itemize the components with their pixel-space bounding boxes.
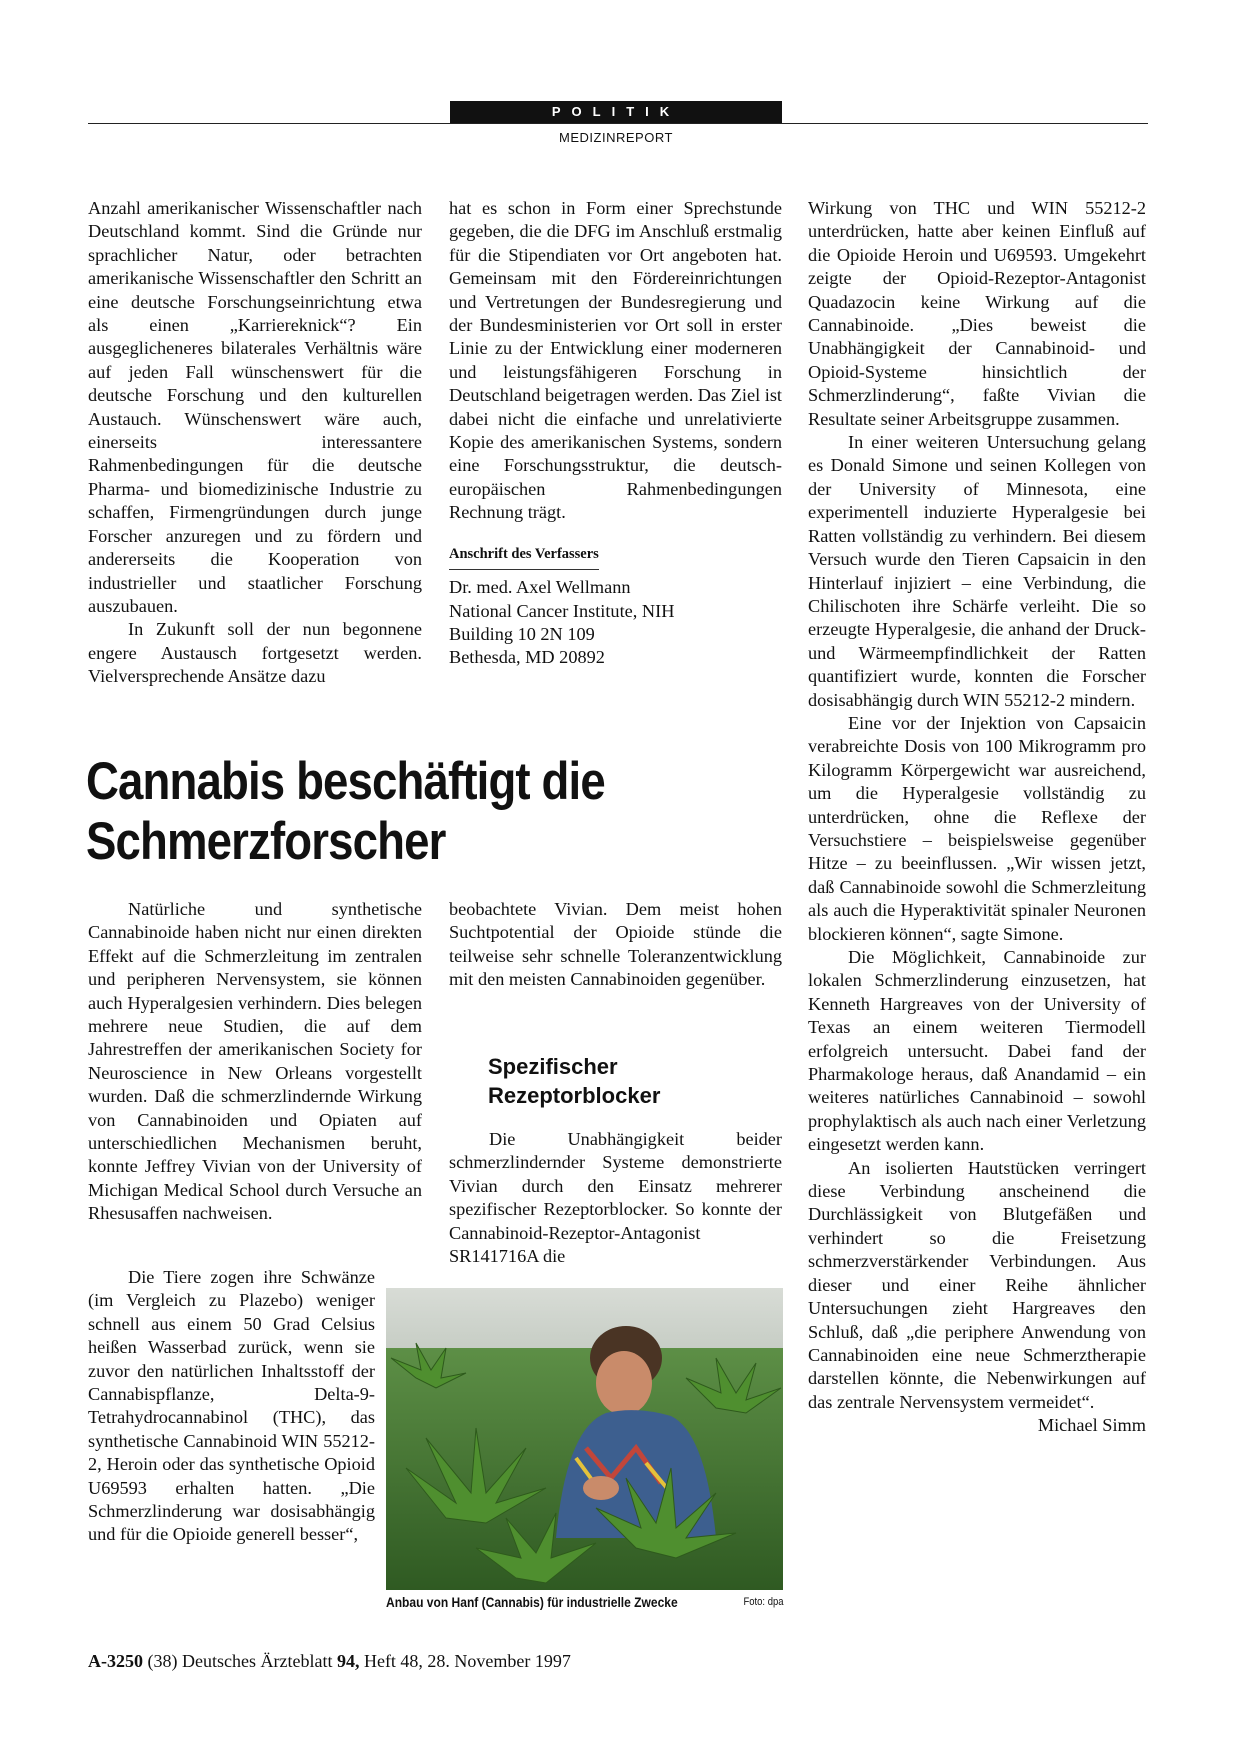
author-signature: Michael Simm — [1037, 1415, 1146, 1436]
article-column-2 — [449, 898, 782, 992]
journal-name: Deutsches Ärzteblatt — [182, 1651, 333, 1671]
issue-date: Heft 48, 28. November 1997 — [363, 1651, 571, 1671]
article-column-1-narrow — [88, 1266, 375, 1545]
paragraph: hat es schon in Form einer Sprechstunde gegeben, die die DFG im Anschluß erstmalig für die Stipendiaten vor Ort angeboten hat. Gemeinsam mit den Fördereinrichtungen und Vertretungen der Bundesregierung und der Bundesministerien vor Ort soll in erster Linie zu der Entwicklung einer moderneren und leistungsfähigeren Forschung in Deutschland beigetragen werden. Das Ziel ist dabei nicht die einfache und unrelativierte Kopie des amerikanischen Systems, sondern eine Forschungsstruktur, die deutsch-europäischen Rahmenbedingungen Rechnung trägt. — [449, 198, 783, 523]
volume-number: 94, — [336, 1651, 360, 1671]
article-column-3 — [808, 197, 1146, 1438]
address-line: Dr. med. Axel Wellmann — [449, 577, 631, 598]
address-line: National Cancer Institute, NIH — [449, 600, 675, 621]
paragraph: Die Möglichkeit, Cannabinoide zur lokalen Schmerzlinderung einzusetzen, hat Kenneth Hargreaves von der University of Texas an einem weiteren Tiermodell erfolgreich untersucht. Dabei fand der Pharmakologe heraus, daß Anandamid – ein weiteres natürliches Cannabinoid – sowohl prophylaktisch als auch nach einer Verletzung eingesetzt werden kann. — [808, 947, 1146, 1155]
address-line: Building 10 2N 109 — [449, 623, 595, 644]
paragraph: Natürliche und synthetische Cannabinoide haben nicht nur einen direkten Effekt auf die Schmerzleitung im zentralen und peripheren Nervensystem, sie können auch Hyperalgesien verhindern. Dies belegen mehrere neue Studien, die auf dem Jahrestreffen der amerikanischen Society for Neuroscience in New Orleans vorgestellt wurden. Daß die schmerzlindernde Wirkung von Cannabinoiden und Opiaten auf unterschiedlichen Mechanismen beruht, konnte Jeffrey Vivian von der University of Michigan Medical School durch Versuche an Rhesusaffen nachweisen. — [88, 899, 422, 1224]
paragraph: Wirkung von THC und WIN 55212-2 unterdrücken, hatte aber keinen Einfluß auf die Opioide Heroin und U69593. Umgekehrt zeigte der Opioid-Rezeptor-Antagonist Quadazocin keine Wirkung auf die Cannabinoide. „Dies beweist die Unabhängigkeit der Cannabinoid- und Opioid-Systeme hinsichtlich der Schmerzlinderung“, faßte Vivian die Resultate seiner Arbeitsgruppe zusammen. — [808, 198, 1146, 429]
article-subheading — [488, 1052, 778, 1110]
address-heading: Anschrift des Verfassers — [449, 543, 599, 570]
photo-credit: Foto: dpa — [743, 1596, 783, 1608]
article-headline — [86, 752, 688, 872]
subheading-line: Rezeptorblocker — [488, 1083, 661, 1108]
prev-article-column-1 — [88, 197, 422, 689]
section-label: POLITIK — [450, 101, 782, 123]
paragraph — [808, 1157, 1146, 1436]
paragraph: Eine vor der Injektion von Capsaicin verabreichte Dosis von 100 Mikrogramm pro Kilogramm Körpergewicht war ausreichend, um die Hyperalgesie vollständig zu unterdrücken, ohne die Reflexe der Versuchstiere – beispielsweise gegenüber Hitze – zu beeinflussen. „Wir wissen jetzt, daß Cannabinoide sowohl die Schmerzleitung als auch die Hyperaktivität spinaler Neuronen blockieren können“, sagte Simone. — [808, 712, 1146, 944]
article-column-1 — [88, 898, 422, 1226]
cannabis-field-photo — [386, 1288, 783, 1590]
paragraph: Die Unabhängigkeit beider schmerzlindernder Systeme demonstrierte Vivian durch den Einsatz mehrerer spezifischer Rezeptorblocker. So konnte der Cannabinoid-Rezeptor-Antagonist SR141716A die — [449, 1129, 782, 1267]
photo-caption — [386, 1594, 783, 1612]
paragraph: In Zukunft soll der nun begonnene engere Austausch fortgesetzt werden. Vielversprechende Ansätze dazu — [88, 619, 422, 687]
author-address — [449, 525, 782, 670]
headline-line: Schmerzforscher — [86, 812, 446, 871]
paragraph-text: An isolierten Hautstücken verringert diese Verbindung anscheinend die Durchlässigkeit von Blutgefäßen und verhindert so die Freisetzung schmerzverstärkender Verbindungen. Aus dieser und einer Reihe ähnlicher Untersuchungen zieht Hargreaves den Schluß, daß „die periphere Anwendung von Cannabinoiden eine neue Schmerztherapie darstellen könnte, die Nebenwirkungen auf das zentrale Nervensystem vermeidet“. — [808, 1157, 1146, 1412]
subsection-label: MEDIZINREPORT — [559, 130, 673, 145]
paragraph: In einer weiteren Untersuchung gelang es Donald Simone und seinen Kollegen von der University of Minnesota, eine experimentell induzierte Hyperalgesie bei Ratten vollständig zu verhindern. Bei diesem Versuch wurde den Tieren Capsaicin in den Hinterlauf injiziert – eine Verbindung, die Chilischoten ihre Schärfe verleiht. Die so erzeugte Hyperalgesie, die anhand der Druck- und Wärmeempfindlichkeit der Ratten quantifiziert wurde, konnten die Forscher dosisabhängig durch WIN 55212-2 mindern. — [808, 432, 1146, 710]
headline-line: Cannabis beschäftigt die — [86, 752, 605, 811]
paragraph: beobachtete Vivian. Dem meist hohen Suchtpotential der Opioide stünde die teilweise sehr schnelle Toleranzentwicklung mit den meisten Cannabinoiden gegenüber. — [449, 899, 782, 990]
article-column-2-lower — [449, 1128, 782, 1268]
page-local-number: (38) — [147, 1651, 178, 1671]
paragraph: Anzahl amerikanischer Wissenschaftler nach Deutschland kommt. Sind die Gründe nur sprachlicher Natur, oder betrachten amerikanische Wissenschaftler den Schritt an eine deutsche Forschungseinrichtung etwa als einen „Karriereknick“? Ein ausgeglicheneres bilaterales Verhältnis wäre auf jeden Fall wünschenswert für die deutsche Forschung und den kulturellen Austauch. Wünschenswert wäre auch, einerseits interessantere Rahmenbedingungen für die deutsche Pharma- und biomedizinische Industrie zu schaffen, Firmengründungen durch junge Forscher anzuregen und zu fördern und andererseits die Kooperation von industrieller und staatlicher Forschung auszubauen. — [88, 198, 422, 616]
page-number: A-3250 — [88, 1651, 143, 1671]
subheading-line: Spezifischer — [488, 1054, 618, 1079]
address-line: Bethesda, MD 20892 — [449, 647, 605, 668]
header-rule — [88, 123, 1148, 124]
page-footer — [88, 1651, 571, 1672]
prev-article-column-2 — [449, 197, 782, 670]
caption-text: Anbau von Hanf (Cannabis) für industrielle Zwecke — [386, 1594, 678, 1610]
paragraph: Die Tiere zogen ihre Schwänze (im Vergleich zu Plazebo) weniger schnell aus einem 50 Grad Celsius heißen Wasserbad zurück, wenn sie zuvor den natürlichen Inhaltsstoff der Cannabispflanze, Delta-9-Tetrahydrocannabinol (THC), das synthetische Cannabinoid WIN 55212-2, Heroin oder das synthetische Opioid U69593 erhalten hatten. „Die Schmerzlinderung war dosisabhängig und für die Opioide generell besser“, — [88, 1267, 375, 1545]
